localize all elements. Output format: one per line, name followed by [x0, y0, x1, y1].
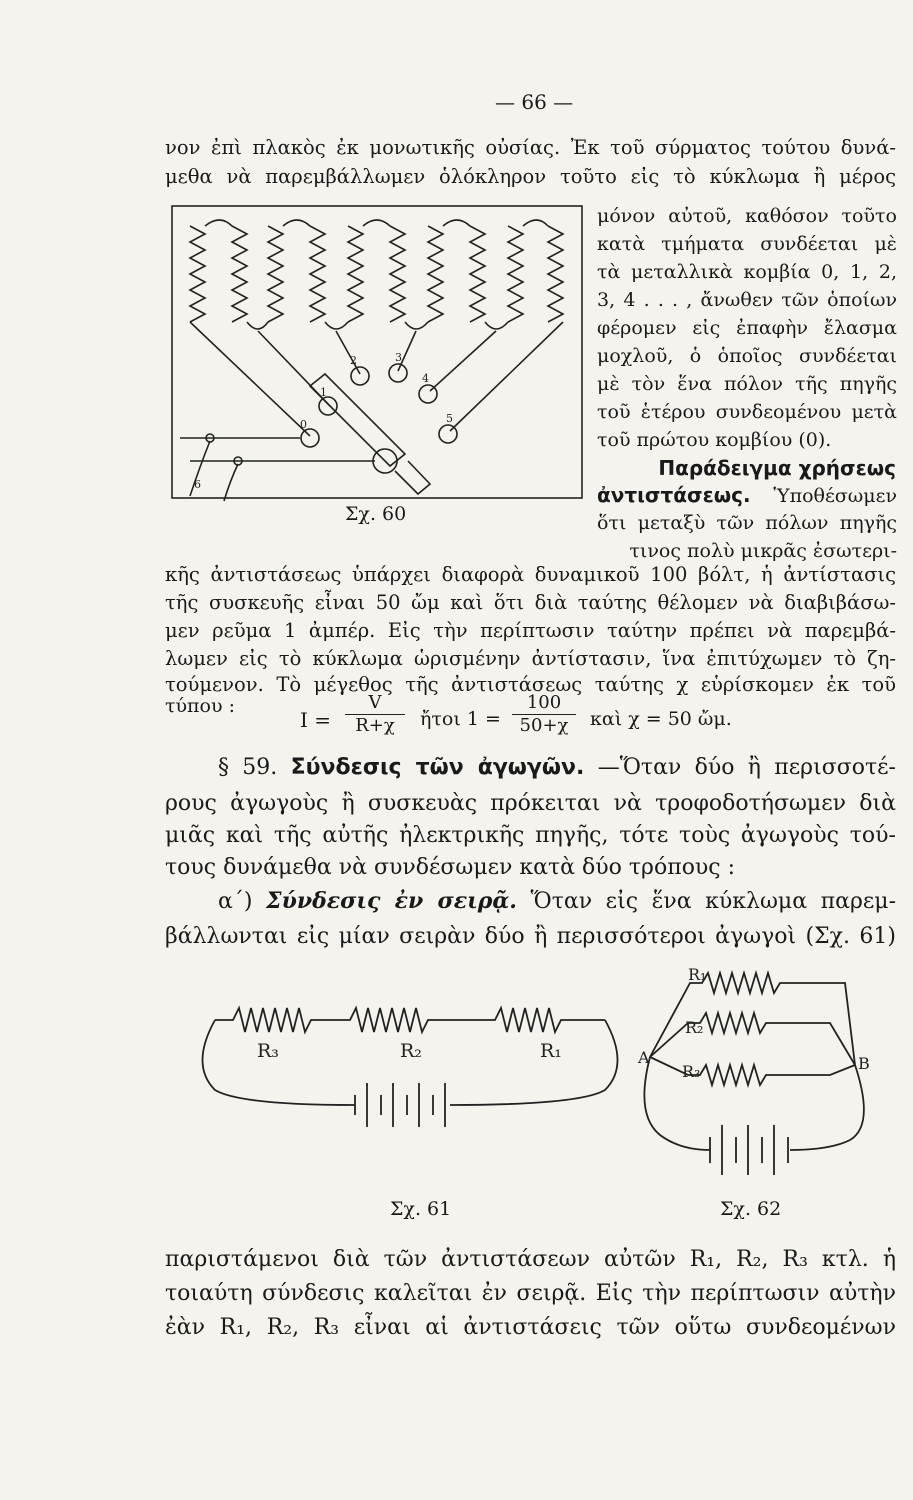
body-line: τῆς συσκευῆς εἶναι 50 ὤμ καὶ ὅτι διὰ ταύτης θέλομεν νὰ διαβιβάσω-	[165, 591, 896, 614]
figure-60-rheostat	[160, 196, 590, 506]
body-line: παριστάμενοι διὰ τῶν ἀντιστάσεων αὐτῶν R₁, R₂, R₃ κτλ. ἡ	[165, 1247, 896, 1272]
body-line: τους δυνάμεθα νὰ συνδέσωμεν κατὰ δύο τρόπους :	[165, 855, 736, 880]
resistor-label: R₃	[682, 1062, 701, 1081]
node-label: A	[638, 1048, 650, 1067]
figure-62-caption: Σχ. 62	[720, 1198, 782, 1220]
figure-60-caption: Σχ. 60	[345, 503, 407, 525]
body-line: μεν ρεῦμα 1 ἀμπέρ. Εἰς τὴν περίπτωσιν ταύτην πρέπει νὰ παρεμβά-	[165, 619, 896, 642]
stud-label: 6	[194, 478, 201, 491]
figure-61-series-circuit	[195, 995, 635, 1145]
body-line: κῆς ἀντιστάσεως ὑπάρχει διαφορὰ δυναμικοῦ 100 βόλτ, ἡ ἀντίστασις	[165, 563, 896, 586]
side-line: τινος πολὺ μικρᾶς ἐσωτερι-	[629, 540, 897, 562]
stud-label: 5	[446, 412, 453, 425]
formula-intro: τύπου :	[165, 695, 235, 717]
side-line: τοῦ πρώτου κομβίου (0).	[597, 429, 832, 451]
body-line: τοιαύτη σύνδεσις καλεῖται ἐν σειρᾷ. Εἰς τὴν περίπτωσιν αὐτὴν	[165, 1281, 896, 1306]
side-line: τὰ μεταλλικὰ κομβία 0, 1, 2,	[597, 261, 897, 283]
resistor-label: R₁	[540, 1040, 562, 1062]
resistor-label: R₂	[400, 1040, 422, 1062]
body-line: λωμεν εἰς τὸ κύκλωμα ὡρισμένην ἀντίστασιν, ἵνα ἐπιτύχωμεν τὸ ζη-	[165, 647, 896, 670]
formula-fraction-1	[345, 692, 405, 737]
figure-62-parallel-circuit	[630, 965, 900, 1195]
page-number: — 66 —	[495, 90, 574, 114]
body-line: νον ἐπὶ πλακὸς ἐκ μονωτικῆς οὐσίας. Ἐκ τοῦ σύρματος τούτου δυνά-	[165, 136, 896, 159]
body-line: μεθα νὰ παρεμβάλλωμεν ὁλόκληρον τοῦτο εἰς τὸ κύκλωμα ἢ μέρος	[165, 165, 896, 188]
side-line: κατὰ τμήματα συνδέεται μὲ	[597, 233, 897, 255]
resistor-label: R₃	[257, 1040, 279, 1062]
section-number: § 59.	[218, 755, 278, 780]
figure-61-caption: Σχ. 61	[390, 1198, 452, 1220]
body-line: ἐὰν R₁, R₂, R₃ εἶναι αἱ ἀντιστάσεις τῶν οὕτω συνδεομένων	[165, 1315, 896, 1340]
example-heading-line	[597, 482, 897, 509]
section-line: —Ὅταν δύο ἢ περισσοτέ-	[597, 755, 896, 780]
stud-label: 0	[300, 418, 307, 431]
body-line: μιᾶς καὶ τῆς αὐτῆς ἠλεκτρικῆς πηγῆς, τότε τοὺς ἀγωγοὺς τού-	[165, 823, 896, 848]
formula-mid: ἤτοι 1 =	[420, 708, 501, 730]
resistor-label: R₁	[688, 965, 707, 984]
resistor-label: R₂	[685, 1018, 704, 1037]
body-line: βάλλωνται εἰς μίαν σειρὰν δύο ἢ περισσότεροι ἀγωγοὶ (Σχ. 61)	[165, 924, 896, 949]
example-heading-word: ἀντιστάσεως.	[597, 483, 751, 507]
formula-lhs: I =	[300, 708, 332, 732]
side-line: μὲ τὸν ἕνα πόλον τῆς πηγῆς	[597, 373, 897, 395]
example-heading: Παράδειγμα χρήσεως	[658, 456, 896, 480]
numerator: V	[345, 692, 405, 715]
side-line: φέρομεν εἰς ἐπαφὴν ἔλασμα	[597, 317, 897, 339]
node-label: B	[858, 1054, 870, 1073]
formula-fraction-2	[512, 692, 576, 737]
series-label: α΄)	[218, 889, 253, 914]
denominator: R+χ	[355, 715, 395, 736]
stud-label: 1	[320, 386, 327, 399]
body-line: τούμενον. Τὸ μέγεθος τῆς ἀντιστάσεως ταύτης χ εὑρίσκομεν ἐκ τοῦ	[165, 673, 896, 696]
section-heading-line	[218, 753, 896, 783]
side-line: τοῦ ἑτέρου συνδεομένου μετὰ	[597, 401, 897, 423]
side-line: 3, 4 . . . , ἄνωθεν τῶν ὁποίων	[597, 289, 897, 311]
series-rest: Ὅταν εἰς ἕνα κύκλωμα παρεμ-	[530, 889, 897, 914]
series-title: Σύνδεσις ἐν σειρᾷ.	[266, 888, 517, 914]
body-line: ρους ἀγωγοὺς ἢ συσκευὰς πρόκειται νὰ τροφοδοτήσωμεν διὰ	[165, 791, 896, 816]
stud-label: 4	[422, 372, 429, 385]
stud-label: 3	[395, 351, 402, 364]
section-title: Σύνδεσις τῶν ἀγωγῶν.	[290, 755, 585, 780]
side-line: μοχλοῦ, ὁ ὁποῖος συνδέεται	[597, 345, 897, 367]
numerator: 100	[512, 692, 576, 715]
formula-tail: καὶ χ = 50 ὤμ.	[590, 708, 732, 730]
stud-label: 2	[350, 354, 357, 367]
series-line	[218, 886, 896, 917]
side-line: μόνον αὐτοῦ, καθόσον τοῦτο	[597, 205, 897, 227]
denominator: 50+χ	[519, 715, 569, 736]
side-line: ὅτι μεταξὺ τῶν πόλων πηγῆς	[597, 512, 897, 534]
example-heading-rest: Ὑποθέσωμεν	[773, 485, 897, 507]
